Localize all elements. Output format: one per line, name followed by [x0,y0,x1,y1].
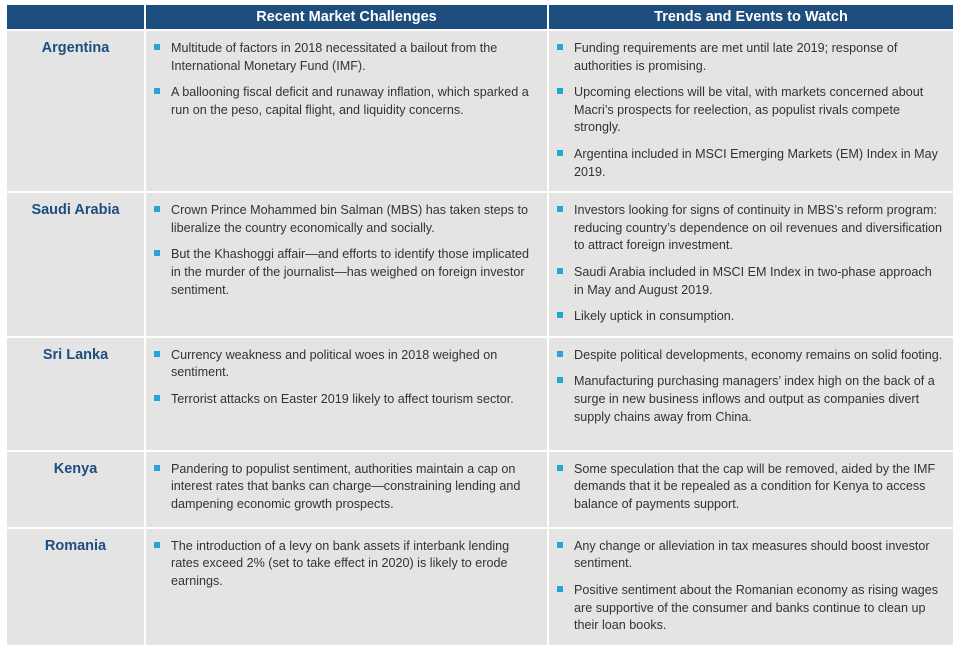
list-item [557,538,945,573]
table-row [7,191,953,336]
bullet-text: Despite political developments, economy remains on solid footing. [574,347,943,362]
bullet-text: Saudi Arabia included in MSCI EM Index in two-phase approach in May and August 2019. [574,264,932,297]
bullet-text: Positive sentiment about the Romanian economy as rising wages are supportive of the consumer and banks continue to clean up their loan books. [574,582,939,633]
challenges-list [146,193,547,309]
bullet-square-icon [154,395,160,401]
bullet-text: A ballooning fiscal deficit and runaway inflation, which sparked a run on the peso, capital flight, and liquidity concerns. [171,85,529,117]
challenges-list [146,338,547,419]
bullet-square-icon [154,465,160,471]
list-item [557,40,945,75]
bullet-text: Crown Prince Mohammed bin Salman (MBS) has taken steps to liberalize the country economically and socially. [171,203,528,235]
trends-cell [549,29,953,191]
trends-cell [549,450,953,527]
country-cell: Romania [7,527,146,645]
header-country [7,5,146,29]
bullet-text: Manufacturing purchasing managers’ index high on the back of a surge in new business inflows and output as companies divert supply chains away from China. [574,374,935,424]
challenges-list [146,529,547,601]
list-item [557,582,945,635]
bullet-text: Funding requirements are met until late 2019; response of authorities is promising. [574,41,898,73]
challenges-cell [146,527,549,645]
list-item [154,391,539,409]
bullet-square-icon [557,206,563,212]
bullet-text: Some speculation that the cap will be removed, aided by the IMF demands that it be repealed as a condition for Kenya to access balance of payments support. [574,461,936,511]
bullet-square-icon [154,206,160,212]
bullet-text: Upcoming elections will be vital, with markets concerned about Macri’s prospects for reelection, as populist rivals compete strongly. [574,85,924,135]
challenges-cell [146,450,549,527]
challenges-cell [146,29,549,191]
list-item [557,202,945,255]
country-cell: Sri Lanka [7,336,146,450]
list-item [154,347,539,382]
table-row [7,527,953,645]
bullet-square-icon [557,150,563,156]
list-item [154,202,539,237]
bullet-square-icon [154,542,160,548]
bullet-square-icon [154,250,160,256]
trends-cell [549,336,953,450]
trends-list [549,193,953,336]
country-cell: Kenya [7,450,146,527]
list-item [557,373,945,426]
bullet-square-icon [154,88,160,94]
market-table [7,5,953,645]
bullet-square-icon [154,351,160,357]
table-body [7,29,953,645]
bullet-text: Investors looking for signs of continuity in MBS’s reform program: reducing country’s dependence on oil revenues and diversification to attract foreign investment. [574,203,943,253]
country-cell: Argentina [7,29,146,191]
bullet-text: Any change or alleviation in tax measures should boost investor sentiment. [574,538,930,571]
bullet-square-icon [557,88,563,94]
bullet-text: The introduction of a levy on bank assets if interbank lending rates exceed 2% (set to take effect in 2020) is likely to erode earnings. [171,538,510,588]
list-item [154,84,539,119]
bullet-square-icon [557,542,563,548]
header-row [7,5,953,29]
country-cell: Saudi Arabia [7,191,146,336]
list-item [557,84,945,137]
list-item [154,538,539,591]
challenges-list [146,31,547,129]
table-row [7,29,953,191]
trends-list [549,529,953,645]
trends-list [549,338,953,436]
bullet-text: Currency weakness and political woes in 2018 weighed on sentiment. [171,347,498,380]
table-row [7,336,953,450]
trends-cell [549,191,953,336]
bullet-square-icon [557,465,563,471]
bullet-text: Multitude of factors in 2018 necessitated a bailout from the International Monetary Fund (IMF). [171,41,498,73]
list-item [557,146,945,181]
list-item [557,347,945,365]
bullet-text: Argentina included in MSCI Emerging Markets (EM) Index in May 2019. [574,146,938,179]
header-challenges: Recent Market Challenges [146,5,549,29]
list-item [154,246,539,299]
list-item [557,461,945,514]
bullet-square-icon [557,586,563,592]
bullet-square-icon [154,44,160,50]
bullet-square-icon [557,351,563,357]
challenges-cell [146,336,549,450]
table-row [7,450,953,527]
trends-list [549,452,953,524]
bullet-text: Pandering to populist sentiment, authorities maintain a cap on interest rates that banks can charge—constraining lending and dampening economic growth prospects. [171,461,521,511]
list-item [154,461,539,514]
bullet-square-icon [557,312,563,318]
challenges-cell [146,191,549,336]
trends-cell [549,527,953,645]
list-item [557,308,945,326]
challenges-list [146,452,547,524]
trends-list [549,31,953,191]
header-trends: Trends and Events to Watch [549,5,953,29]
bullet-text: Likely uptick in consumption. [574,309,735,324]
bullet-square-icon [557,268,563,274]
bullet-text: But the Khashoggi affair—and efforts to identify those implicated in the murder of the journalist—has weighed on foreign investor sentiment. [171,247,529,297]
list-item [557,264,945,299]
bullet-square-icon [557,44,563,50]
bullet-square-icon [557,377,563,383]
list-item [154,40,539,75]
bullet-text: Terrorist attacks on Easter 2019 likely to affect tourism sector. [171,391,514,406]
